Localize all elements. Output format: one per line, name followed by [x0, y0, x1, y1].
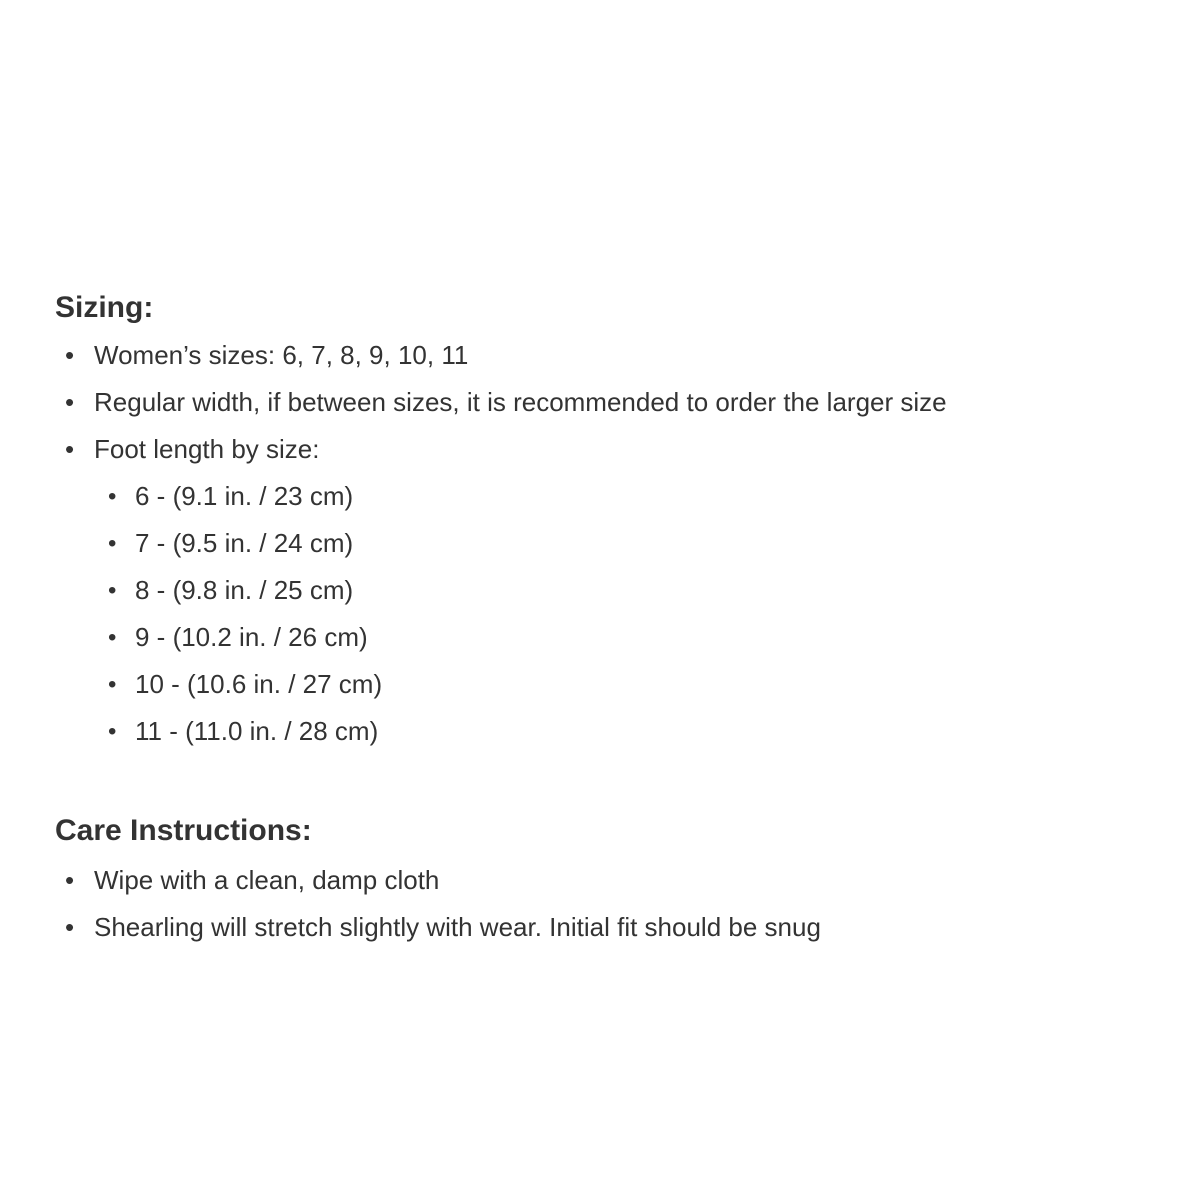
foot-length-size-9: • 9 - (10.2 in. / 26 cm): [96, 614, 1160, 661]
foot-length-label: Foot length by size:: [94, 434, 320, 464]
care-instructions-heading: Care Instructions:: [55, 814, 312, 847]
foot-length-list: [94, 473, 1160, 755]
care-instructions-list: [55, 857, 1160, 951]
care-item-wipe: • Wipe with a clean, damp cloth: [55, 857, 1160, 904]
foot-length-size-6: • 6 - (9.1 in. / 23 cm): [96, 473, 1160, 520]
care-item-shearling: • Shearling will stretch slightly with wear. Initial fit should be snug: [55, 904, 1160, 951]
sizing-list: [55, 332, 1160, 755]
foot-length-size-7: • 7 - (9.5 in. / 24 cm): [96, 520, 1160, 567]
sizing-heading: Sizing:: [55, 291, 154, 324]
foot-length-size-10: • 10 - (10.6 in. / 27 cm): [96, 661, 1160, 708]
sizing-item-width-note: • Regular width, if between sizes, it is recommended to order the larger size: [55, 379, 1160, 426]
sizing-item-foot-length-label: [55, 426, 1160, 755]
sizing-item-womens-sizes: • Women’s sizes: 6, 7, 8, 9, 10, 11: [55, 332, 1160, 379]
foot-length-size-11: • 11 - (11.0 in. / 28 cm): [96, 708, 1160, 755]
foot-length-size-8: • 8 - (9.8 in. / 25 cm): [96, 567, 1160, 614]
product-description: [55, 290, 1160, 951]
